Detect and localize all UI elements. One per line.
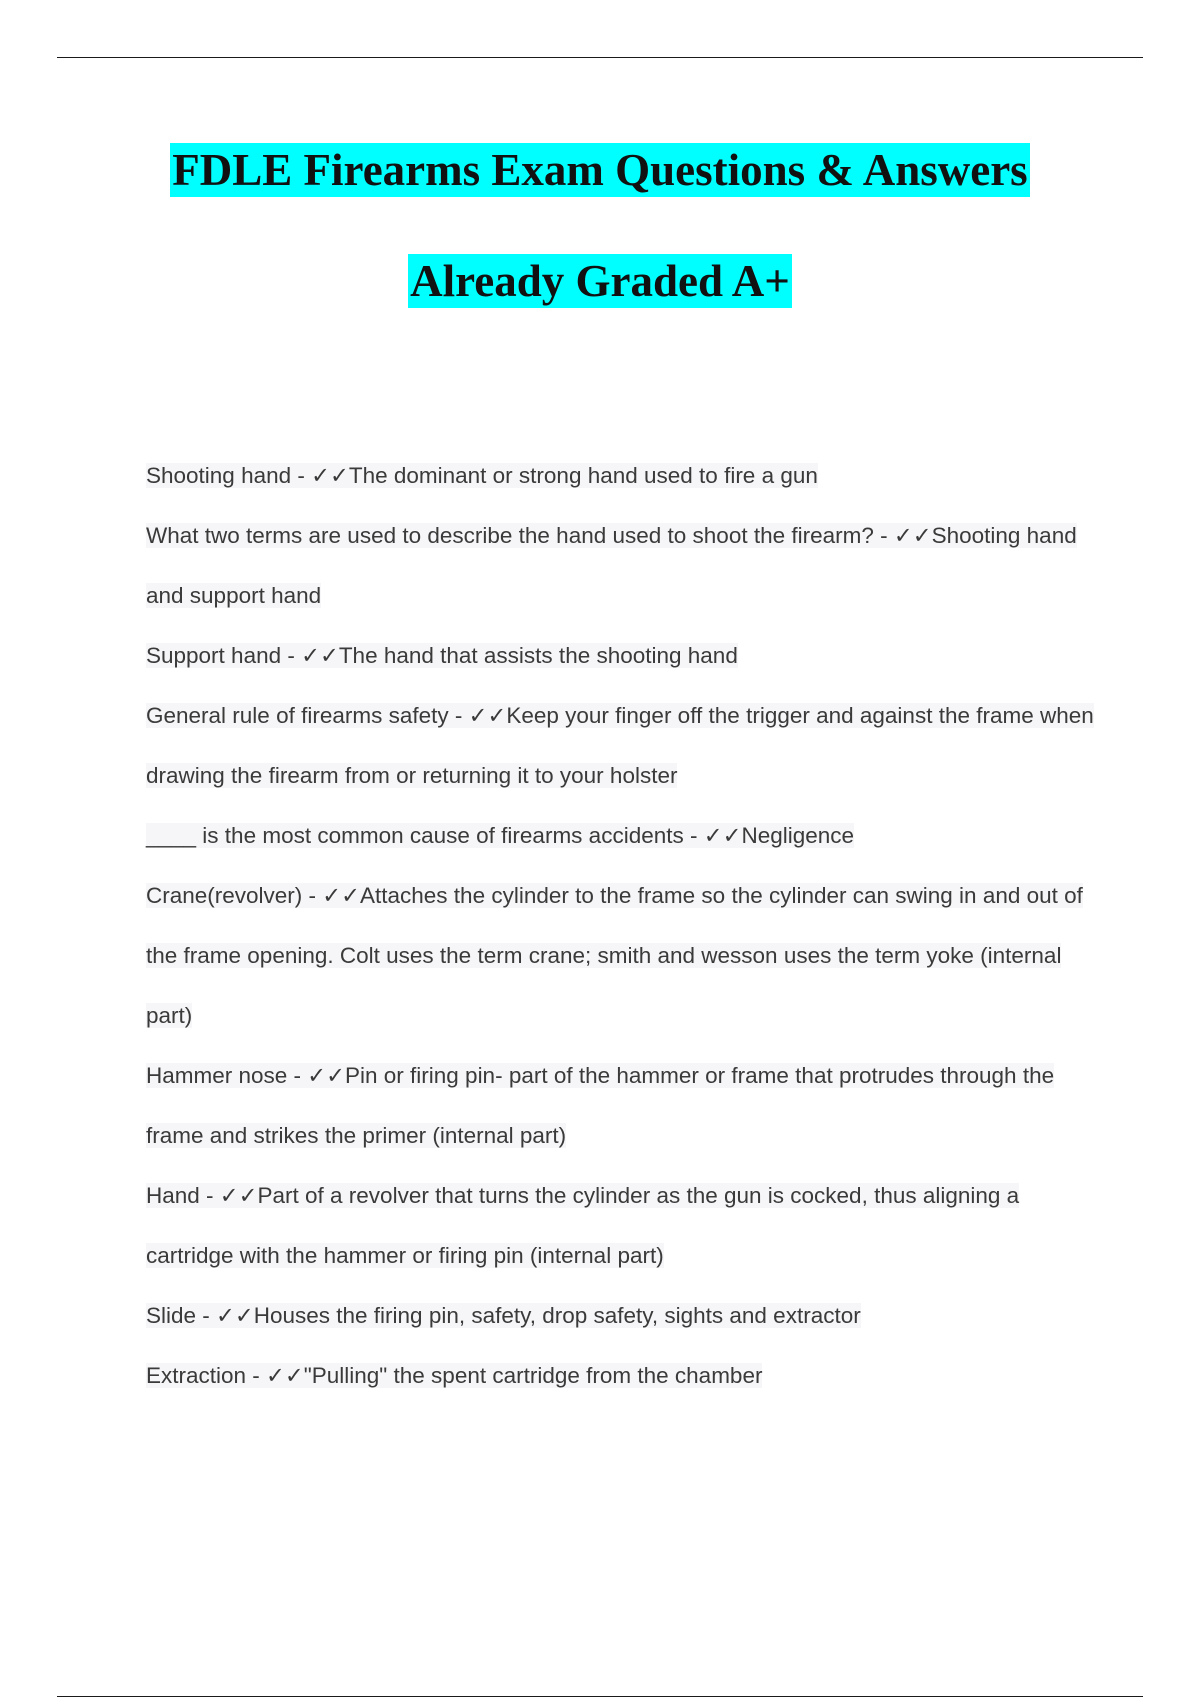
qa-question: Shooting hand - — [146, 463, 312, 488]
bottom-divider — [57, 1696, 1143, 1697]
qa-item-general-rule — [146, 686, 1096, 806]
qa-answer: ✓✓The hand that assists the shooting hand — [301, 643, 738, 668]
qa-item-hand — [146, 1166, 1096, 1286]
qa-question: Hand - — [146, 1183, 220, 1208]
qa-question: ____ is the most common cause of firearms accidents - — [146, 823, 704, 848]
top-divider — [57, 57, 1143, 58]
qa-item-slide — [146, 1286, 1096, 1346]
qa-answer: ✓✓"Pulling" the spent cartridge from the chamber — [266, 1363, 763, 1388]
qa-item-support-hand — [146, 626, 1096, 686]
qa-item-crane — [146, 866, 1096, 1046]
qa-question: What two terms are used to describe the hand used to shoot the firearm? - — [146, 523, 894, 548]
qa-item-hammer-nose — [146, 1046, 1096, 1166]
qa-question: Extraction - — [146, 1363, 267, 1388]
title-line-2-text: Already Graded A+ — [410, 256, 790, 306]
qa-item-extraction — [146, 1346, 1096, 1406]
qa-answer: ✓✓Keep your finger off the trigger and against the frame when drawing the firearm from or returning it to your holster — [146, 703, 1094, 788]
qa-question: Slide - — [146, 1303, 217, 1328]
qa-list — [146, 446, 1096, 1406]
qa-item-negligence — [146, 806, 1096, 866]
qa-answer: ✓✓Houses the firing pin, safety, drop safety, sights and extractor — [216, 1303, 861, 1328]
qa-answer: ✓✓Pin or firing pin- part of the hammer or frame that protrudes through the frame and strikes the primer (internal part) — [146, 1063, 1055, 1148]
qa-question: Crane(revolver) - — [146, 883, 323, 908]
qa-question: Support hand - — [146, 643, 302, 668]
qa-question: General rule of firearms safety - — [146, 703, 469, 728]
qa-answer: ✓✓Attaches the cylinder to the frame so the cylinder can swing in and out of the frame opening. Colt uses the term crane; smith and wesson uses the term yoke (internal part) — [146, 883, 1083, 1028]
title-line-2 — [0, 251, 1200, 311]
qa-item-shooting-hand — [146, 446, 1096, 506]
title-line-1-text: FDLE Firearms Exam Questions & Answers — [172, 145, 1028, 195]
title-line-1 — [0, 140, 1200, 200]
qa-answer: ✓✓The dominant or strong hand used to fire a gun — [311, 463, 818, 488]
document-title — [0, 140, 1200, 362]
qa-answer: ✓✓Part of a revolver that turns the cylinder as the gun is cocked, thus aligning a cartridge with the hammer or firing pin (internal part) — [146, 1183, 1020, 1268]
qa-answer: ✓✓Negligence — [703, 823, 855, 848]
qa-item-two-terms — [146, 506, 1096, 626]
qa-question: Hammer nose - — [146, 1063, 308, 1088]
qa-answer: ✓✓Shooting hand and support hand — [146, 523, 1077, 608]
